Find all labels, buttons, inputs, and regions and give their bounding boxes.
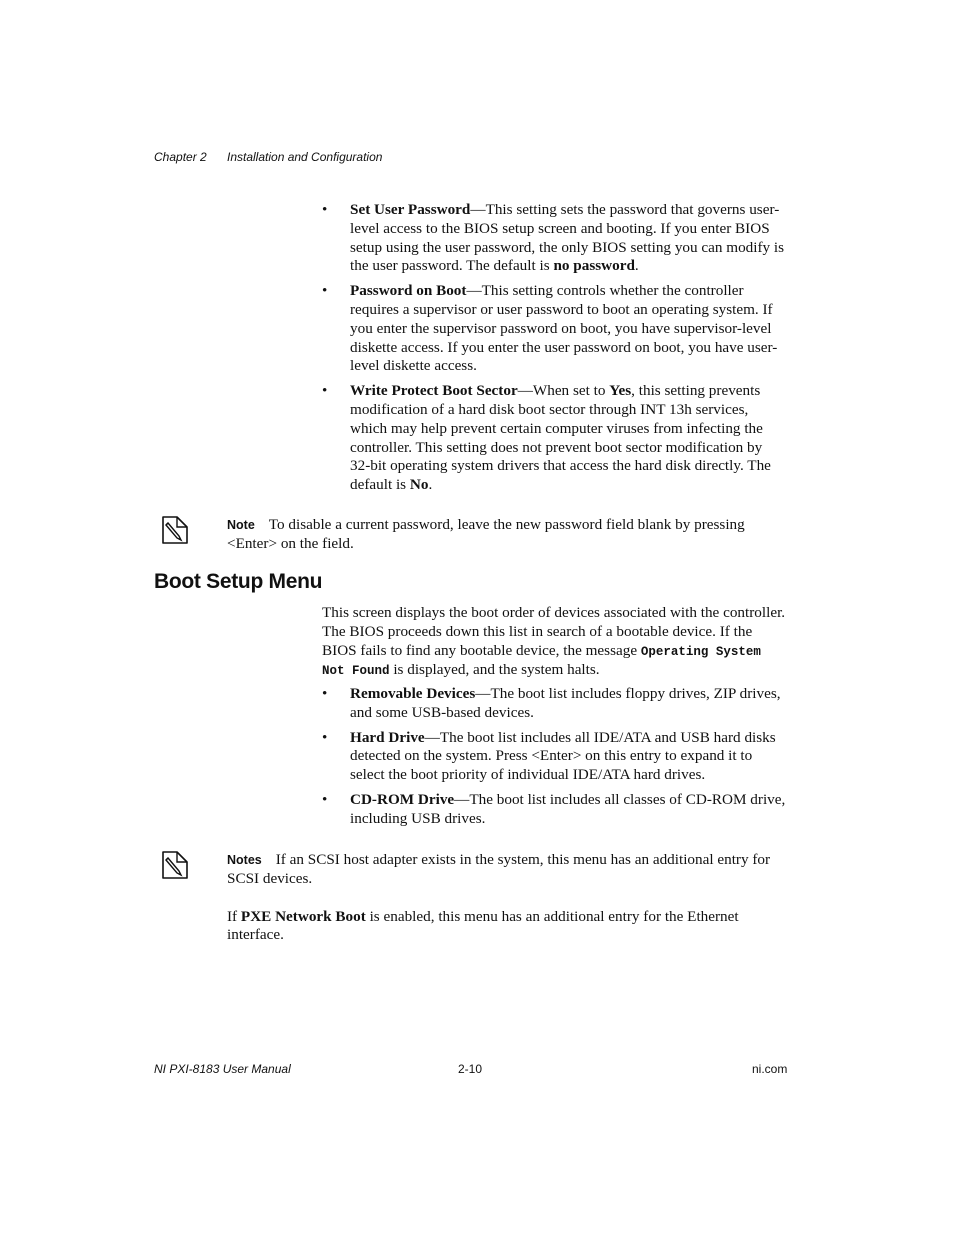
list-item: • Set User Password—This setting sets the password that governs user-level access to the BIOS setup screen and booting. If you enter BIOS setup using the user password, the only BIOS setting you can modify is the user password. The default is no password. <box>322 201 785 275</box>
running-header <box>154 150 382 164</box>
footer-manual: NI PXI-8183 User Manual <box>154 1062 291 1076</box>
notes-boot <box>154 851 786 945</box>
password-settings-list <box>322 201 786 501</box>
chapter-title: Installation and Configuration <box>227 150 383 164</box>
note-label: Notes <box>227 853 262 867</box>
boot-setup-intro: This screen displays the boot order of devices associated with the controller. The BIOS proceeds down this list in search of a bootable device. If the BIOS fails to find any bootable device, the message Operating System Not Found is displayed, and the system halts. <box>322 604 786 679</box>
term: CD-ROM Drive <box>350 790 455 808</box>
term: Set User Password <box>350 201 471 218</box>
chapter-label: Chapter 2 <box>154 150 207 164</box>
list-item: • Write Protect Boot Sector—When set to Yes, this setting prevents modification of a hard disk boot sector through INT 13h services, which may help prevent certain computer viruses from infecting the controller. This setting does not prevent boot sector modification by 32-bit operating system drivers that access the hard disk directly. The default is No. <box>322 382 771 494</box>
note-pencil-icon <box>160 850 190 880</box>
term: Password on Boot <box>350 282 467 300</box>
list-item: • Hard Drive—The boot list includes all IDE/ATA and USB hard disks detected on the system. Press <Enter> on this entry to expand it to select the boot priority of individual IDE/ATA hard drives. <box>322 728 776 784</box>
code-message: Operating System Not Found <box>322 644 761 679</box>
footer-site: ni.com <box>752 1062 788 1076</box>
boot-devices-list <box>322 685 786 835</box>
note-body: Notes If an SCSI host adapter exists in the system, this menu has an additional entry for SCSI devices. If PXE Network Boot is enabled, this menu has an additional entry for the Ethernet interface. <box>227 851 771 944</box>
list-item: • Password on Boot—This setting controls whether the controller requires a supervisor or user password to boot an operating system. If you enter the supervisor password on boot, you have supervisor-level diskette access. If you enter the user password on boot, you have user-level diskette access. <box>322 282 778 375</box>
term: Hard Drive <box>350 728 425 746</box>
term: Removable Devices <box>350 685 476 702</box>
note-pencil-icon <box>160 515 190 545</box>
note-body: Note To disable a current password, leave the new password field blank by pressing <Enter> on the field. <box>227 516 745 552</box>
list-item: • Removable Devices—The boot list includes floppy drives, ZIP drives, and some USB-based devices. <box>322 685 781 721</box>
list-item: • CD-ROM Drive—The boot list includes all classes of CD-ROM drive, including USB drives. <box>322 790 786 827</box>
note-password <box>154 516 786 554</box>
section-title: Boot Setup Menu <box>154 570 323 593</box>
term: Write Protect Boot Sector <box>350 382 518 400</box>
footer-page-number: 2-10 <box>458 1062 483 1076</box>
note-label: Note <box>227 518 255 532</box>
